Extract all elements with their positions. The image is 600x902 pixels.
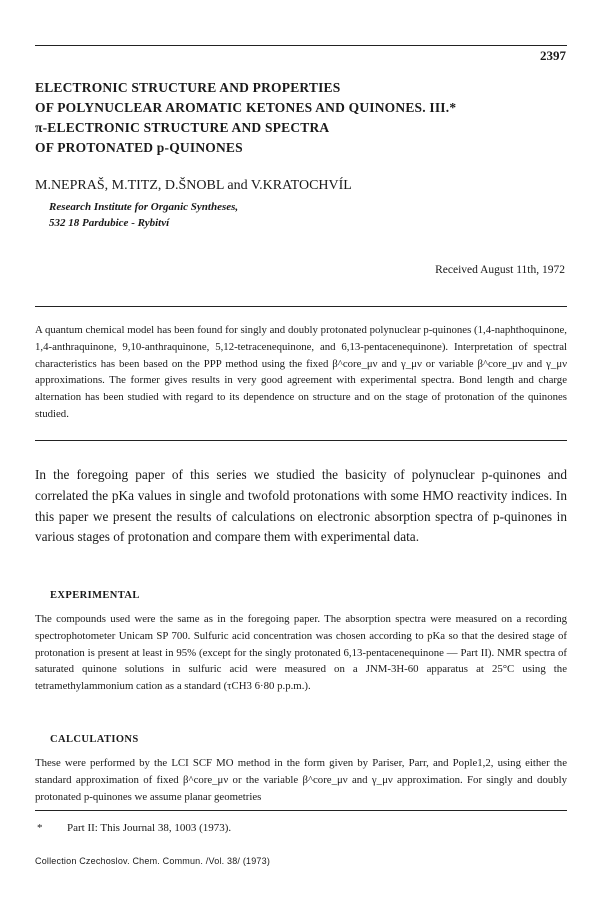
footnote (35, 822, 231, 834)
affiliation (49, 199, 238, 231)
section-heading-calculations: CALCULATIONS (50, 734, 139, 745)
journal-footer: Collection Czechoslov. Chem. Commun. /Vol. 38/ (1973) (35, 856, 271, 866)
footnote-mark: * (37, 822, 43, 834)
section-heading-experimental: EXPERIMENTAL (50, 590, 140, 601)
title-line: OF POLYNUCLEAR AROMATIC KETONES AND QUINONES. III.* (35, 100, 457, 115)
received-date: Received August 11th, 1972 (435, 264, 565, 276)
title-line: OF PROTONATED p-QUINONES (35, 140, 243, 155)
affiliation-line: Research Institute for Organic Syntheses, (49, 201, 239, 213)
abstract-bottom-rule (35, 440, 567, 441)
title-line: π-ELECTRONIC STRUCTURE AND SPECTRA (35, 120, 330, 135)
title-line: ELECTRONIC STRUCTURE AND PROPERTIES (35, 80, 341, 95)
abstract: A quantum chemical model has been found for singly and doubly protonated polynuclear p-quinones (1,4-naphthoquinone, 1,4-anthraquinone, 9,10-anthraquinone, 5,12-tetracenequinone, and 6,13-pentacenequinone). Interpretation of spectral characteristics has been based on the PPP method using the fixed β^core_μν and γ_μν or variable β^core_μν and γ_μν approximations. The former gives results in very good agreement with experimental spectra. Bond length and charge alternation has been studied with regard to its dependence on structure and on the stage of protonation of the quinones studied. (35, 324, 567, 420)
calculations-paragraph: These were performed by the LCI SCF MO method in the form given by Pariser, Parr, and Pople1,2, using either the standard approximation of fixed β^core_μν or the variable β^core_μν and γ_μν approximation. For singly and doubly protonated p-quinones we assume planar geometries (35, 757, 567, 803)
experimental-paragraph: The compounds used were the same as in the foregoing paper. The absorption spectra were measured on a recording spectrophotometer Unicam SP 700. Sulfuric acid concentration was chosen according to pKa so that the desired stage of protonation is present at least in 95% (except for the singly protonated 6,13-pentacenequinone — Part II). NMR spectra of saturated quinone solutions in sulfuric acid were measured on a JNM-3H-60 apparatus at 25°C using the tetramethylammonium cation as a standard (τCH3 6·80 p.p.m.). (35, 613, 567, 693)
affiliation-line: 532 18 Pardubice - Rybitví (49, 217, 170, 229)
footnote-rule (35, 810, 567, 811)
authors: M.NEPRAŠ, M.TITZ, D.ŠNOBL and V.KRATOCHVÍL (35, 178, 352, 193)
article-title (35, 78, 565, 158)
abstract-top-rule (35, 306, 567, 307)
top-rule (35, 45, 567, 46)
intro-paragraph: In the foregoing paper of this series we studied the basicity of polynuclear p-quinones and correlated the pKa values in single and twofold protonations with some HMO reactivity indices. In this paper we present the results of calculations on electronic absorption spectra of p-quinones in various stages of protonation and compare them with experimental data. (35, 467, 567, 545)
footnote-text: Part II: This Journal 38, 1003 (1973). (67, 822, 232, 834)
page-number: 2397 (540, 48, 566, 63)
